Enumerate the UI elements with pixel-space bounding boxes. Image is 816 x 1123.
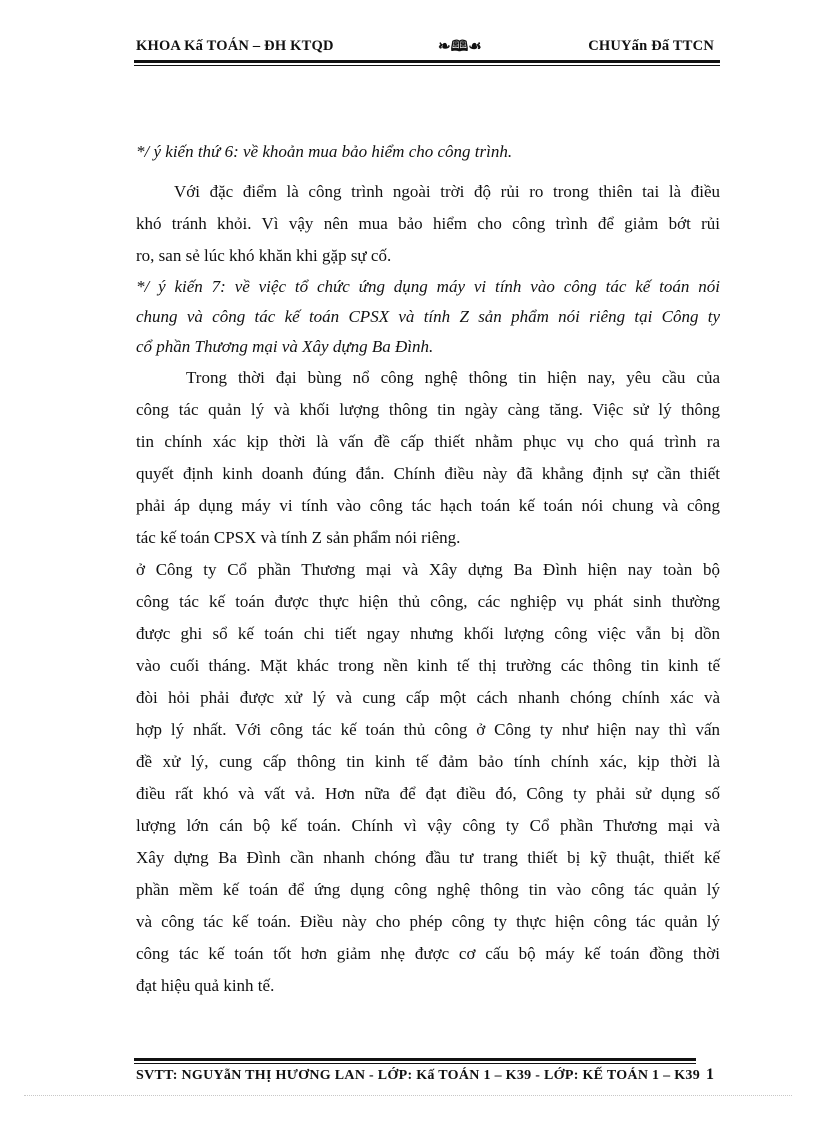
opinion-7-heading: */ ý kiến 7: về việc tổ chức ứng dụng máy vi tính vào công tác kế toán nói [136,277,720,296]
paragraph-line: đề xử lý, cung cấp thông tin kinh tế đảm bảo tính chính xác, kịp thời là [136,752,720,771]
document-body [136,136,720,1002]
paragraph-line: điều rất khó và vất vả. Hơn nữa để đạt điều đó, Công ty phải sử dụng số [136,784,720,803]
paragraph-line: hợp lý nhất. Với công tác kế toán thủ công ở Công ty như hiện nay thì vấn [136,720,720,739]
paragraph-line: lượng lớn cán bộ kế toán. Chính vì vậy công ty Cổ phần Thương mại và [136,816,720,835]
paragraph-line: Với đặc điểm là công trình ngoài trời độ rủi ro trong thiên tai là điều [174,182,720,201]
paragraph-line: và công tác kế toán. Điều này cho phép công ty thực hiện công tác quản lý [136,912,720,931]
paragraph-line: đòi hỏi phải được xử lý và cung cấp một cách nhanh chóng chính xác và [136,688,720,707]
paragraph-line: phải áp dụng máy vi tính vào công tác hạch toán kế toán nói chung và công [136,496,720,515]
paragraph-line: Trong thời đại bùng nổ công nghệ thông tin hiện nay, yêu cầu của [186,368,720,387]
header-rule-thick [134,60,720,63]
header-rule-thin [134,65,720,66]
header-faculty: KHOA Kấ TOÁN – ĐH KTQD [136,38,334,54]
page-footer: SVTT: NGUYẫN THỊ HƯƠNG LAN - LỚP: Kấ TOÁN 1 – K39 - LỚP: KẾ TOÁN 1 – K39 [136,1068,701,1083]
footer-rule-thin [134,1063,696,1064]
paragraph-line: tác kế toán CPSX và tính Z sản phẩm nói riêng. [136,528,461,547]
paragraph-line: vào cuối tháng. Mặt khác trong nền kinh tế thị trường các thông tin kinh tế [136,656,720,675]
footer-rule-thick [134,1058,696,1061]
paragraph-line: ở Công ty Cổ phần Thương mại và Xây dựng Ba Đình hiện nay toàn bộ [136,560,720,579]
paragraph-line: được ghi sổ kế toán chi tiết ngay nhưng khối lượng công việc vẫn bị dồn [136,624,720,643]
paragraph-line: công tác quản lý và khối lượng thông tin ngày càng tăng. Việc sử lý thông [136,400,720,419]
page-header [134,38,720,60]
page-bottom-dotted-line [24,1095,792,1096]
paragraph-line: đạt hiệu quả kinh tế. [136,976,275,995]
paragraph-line: công tác kế toán được thực hiện thủ công, các nghiệp vụ phát sinh thường [136,592,720,611]
opinion-7-heading: chung và công tác kế toán CPSX và tính Z sản phẩm nói riêng tại Công ty [136,307,720,326]
header-ornament-icon: ❧🕮☙ [438,39,482,55]
paragraph-line: Xây dựng Ba Đình cần nhanh chóng đầu tư trang thiết bị kỹ thuật, thiết kế [136,848,720,867]
opinion-7-heading: cổ phần Thương mại và Xây dựng Ba Đình. [136,337,434,356]
paragraph-line: ro, san sẻ lúc khó khăn khi gặp sự cố. [136,246,392,265]
paragraph-line: công tác kế toán tốt hơn giảm nhẹ được cơ cấu bộ máy kế toán đồng thời [136,944,720,963]
page-number: 1 [706,1066,714,1083]
paragraph-line: khó tránh khỏi. Vì vậy nên mua bảo hiểm cho công trình để giảm bớt rủi [136,214,720,233]
header-document-type: CHUYấn Đấ TTCN [588,38,714,54]
paragraph-line: phần mềm kế toán để ứng dụng công nghệ thông tin vào công tác quản lý [136,880,720,899]
opinion-6-heading: */ ý kiến thứ 6: về khoản mua bảo hiểm cho công trình. [136,142,513,161]
paragraph-line: tin chính xác kịp thời là vấn đề cấp thiết nhằm phục vụ cho quá trình ra [136,432,720,451]
paragraph-line: quyết định kinh doanh đúng đắn. Chính điều này đã khẳng định sự cần thiết [136,464,720,483]
